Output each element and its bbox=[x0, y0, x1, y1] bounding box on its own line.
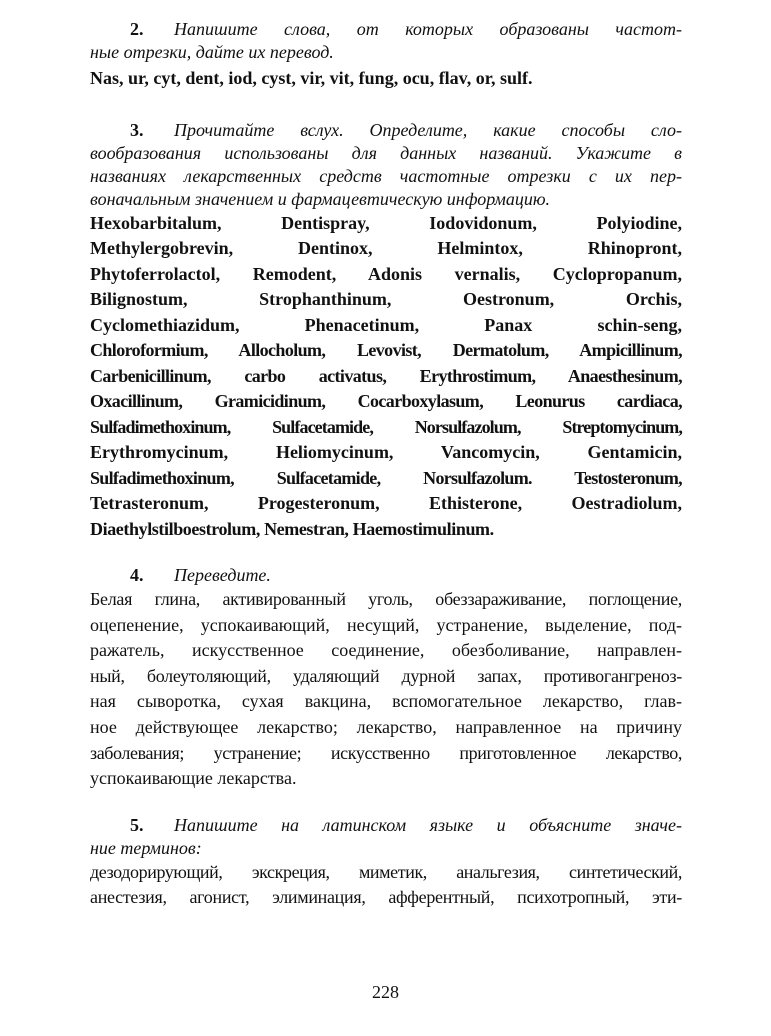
body-line: успокаивающие лекарства. bbox=[90, 768, 297, 789]
task-line: ние терминов: bbox=[90, 837, 202, 858]
body-line: Белая глина, активированный уголь, обеззараживание, поглощение, bbox=[90, 589, 682, 609]
body-line: ное действующее лекарство; лекарство, направленное на причину bbox=[90, 716, 682, 737]
exercise-5-heading bbox=[90, 814, 682, 860]
terms-line: Cyclomethiazidum, Phenacetinum, Panax schin-seng, bbox=[90, 314, 682, 335]
exercise-4 bbox=[90, 564, 682, 792]
exercise-3-terms bbox=[90, 211, 682, 543]
exercise-2-terms bbox=[90, 66, 682, 92]
terms-line: Chloroformium, Allocholum, Levovist, Dermatolum, Ampicillinum, bbox=[90, 340, 682, 360]
body-line: дезодорирующий, экскреция, миметик, анальгезия, синтетический, bbox=[90, 861, 682, 882]
exercise-number: 2. bbox=[130, 19, 144, 39]
task-line: 5. Напишите на латинском языке и объясните значе- bbox=[90, 814, 682, 837]
exercise-3-heading bbox=[90, 119, 682, 211]
exercise-number: 5. bbox=[130, 814, 144, 835]
body-line: ный, болеутоляющий, удаляющий дурной запах, противогангренoз- bbox=[90, 665, 682, 686]
task-line: ные отрезки, дайте их перевод. bbox=[90, 42, 334, 62]
exercise-5-body bbox=[90, 860, 682, 911]
exercise-2-heading bbox=[90, 18, 682, 64]
body-line: ная сыворотка, сухая вакцина, вспомогательное лекарство, глав- bbox=[90, 691, 682, 712]
task-line: 2. Напишите слова, от которых образованы частот- bbox=[90, 18, 682, 41]
exercise-number: 3. bbox=[130, 119, 144, 140]
terms-line: Sulfadimethoxinum, Sulfacetamide, Norsulfazolum, Streptomycinum, bbox=[90, 416, 682, 437]
terms-line: Hexobarbitalum, Dentispray, Iodovidonum, Polyiodine, bbox=[90, 212, 682, 233]
page-content bbox=[90, 18, 682, 911]
task-line: 3. Прочитайте вслух. Определите, какие способы сло- bbox=[90, 119, 682, 142]
exercise-number: 4. bbox=[130, 565, 144, 585]
page-number: 228 bbox=[372, 982, 399, 1002]
exercise-2 bbox=[90, 18, 682, 92]
terms-line: Oxacillinum, Gramicidinum, Cocarboxylasum, Leonurus cardiaca, bbox=[90, 391, 682, 411]
terms-line: Bilignostum, Strophanthinum, Oestronum, Orchis, bbox=[90, 289, 682, 309]
body-line: оцепенение, успокаивающий, несущий, устранение, выделение, под- bbox=[90, 614, 682, 635]
task-line: вообразования использованы для данных названий. Укажите в bbox=[90, 142, 682, 163]
terms-line: Methylergobrevin, Dentinox, Helmintox, Rhinopront, bbox=[90, 238, 682, 258]
task-line: 4. Переведите. bbox=[90, 564, 682, 587]
terms-line: Phytoferrolactol, Remodent, Adonis vernalis, Cyclopropanum, bbox=[90, 263, 682, 284]
exercise-3 bbox=[90, 119, 682, 543]
task-line: воначальным значением и фармацевтическую информацию. bbox=[90, 188, 551, 209]
task-line: названиях лекарственных средств частотные отрезки с их пер- bbox=[90, 165, 682, 186]
exercise-5 bbox=[90, 814, 682, 911]
exercise-4-heading bbox=[90, 564, 682, 587]
body-line: анестезия, агонист, элиминация, афферентный, психотропный, эти- bbox=[90, 887, 682, 908]
terms-line: Nas, ur, cyt, dent, iod, cyst, vir, vit, fung, ocu, flav, or, sulf. bbox=[90, 68, 533, 88]
terms-line: Erythromycinum, Heliomycinum, Vancomycin, Gentamicin, bbox=[90, 442, 682, 462]
exercise-4-body bbox=[90, 587, 682, 792]
body-line: ражатель, искусственное соединение, обезболивание, направлен- bbox=[90, 640, 682, 661]
terms-line: Sulfadimethoxinum, Sulfacetamide, Norsulfazolum. Testosteronum, bbox=[90, 467, 682, 488]
terms-line: Diaethylstilboestrolum, Nemestran, Haemostimulinum. bbox=[90, 518, 494, 539]
body-line: заболевания; устранение; искусственно приготовленное лекарство, bbox=[90, 742, 682, 763]
terms-line: Carbenicillinum, carbo activatus, Erythrostimum, Anaesthesinum, bbox=[90, 365, 682, 386]
terms-line: Tetrasteronum, Progesteronum, Ethisterone, Oestradiolum, bbox=[90, 493, 682, 513]
